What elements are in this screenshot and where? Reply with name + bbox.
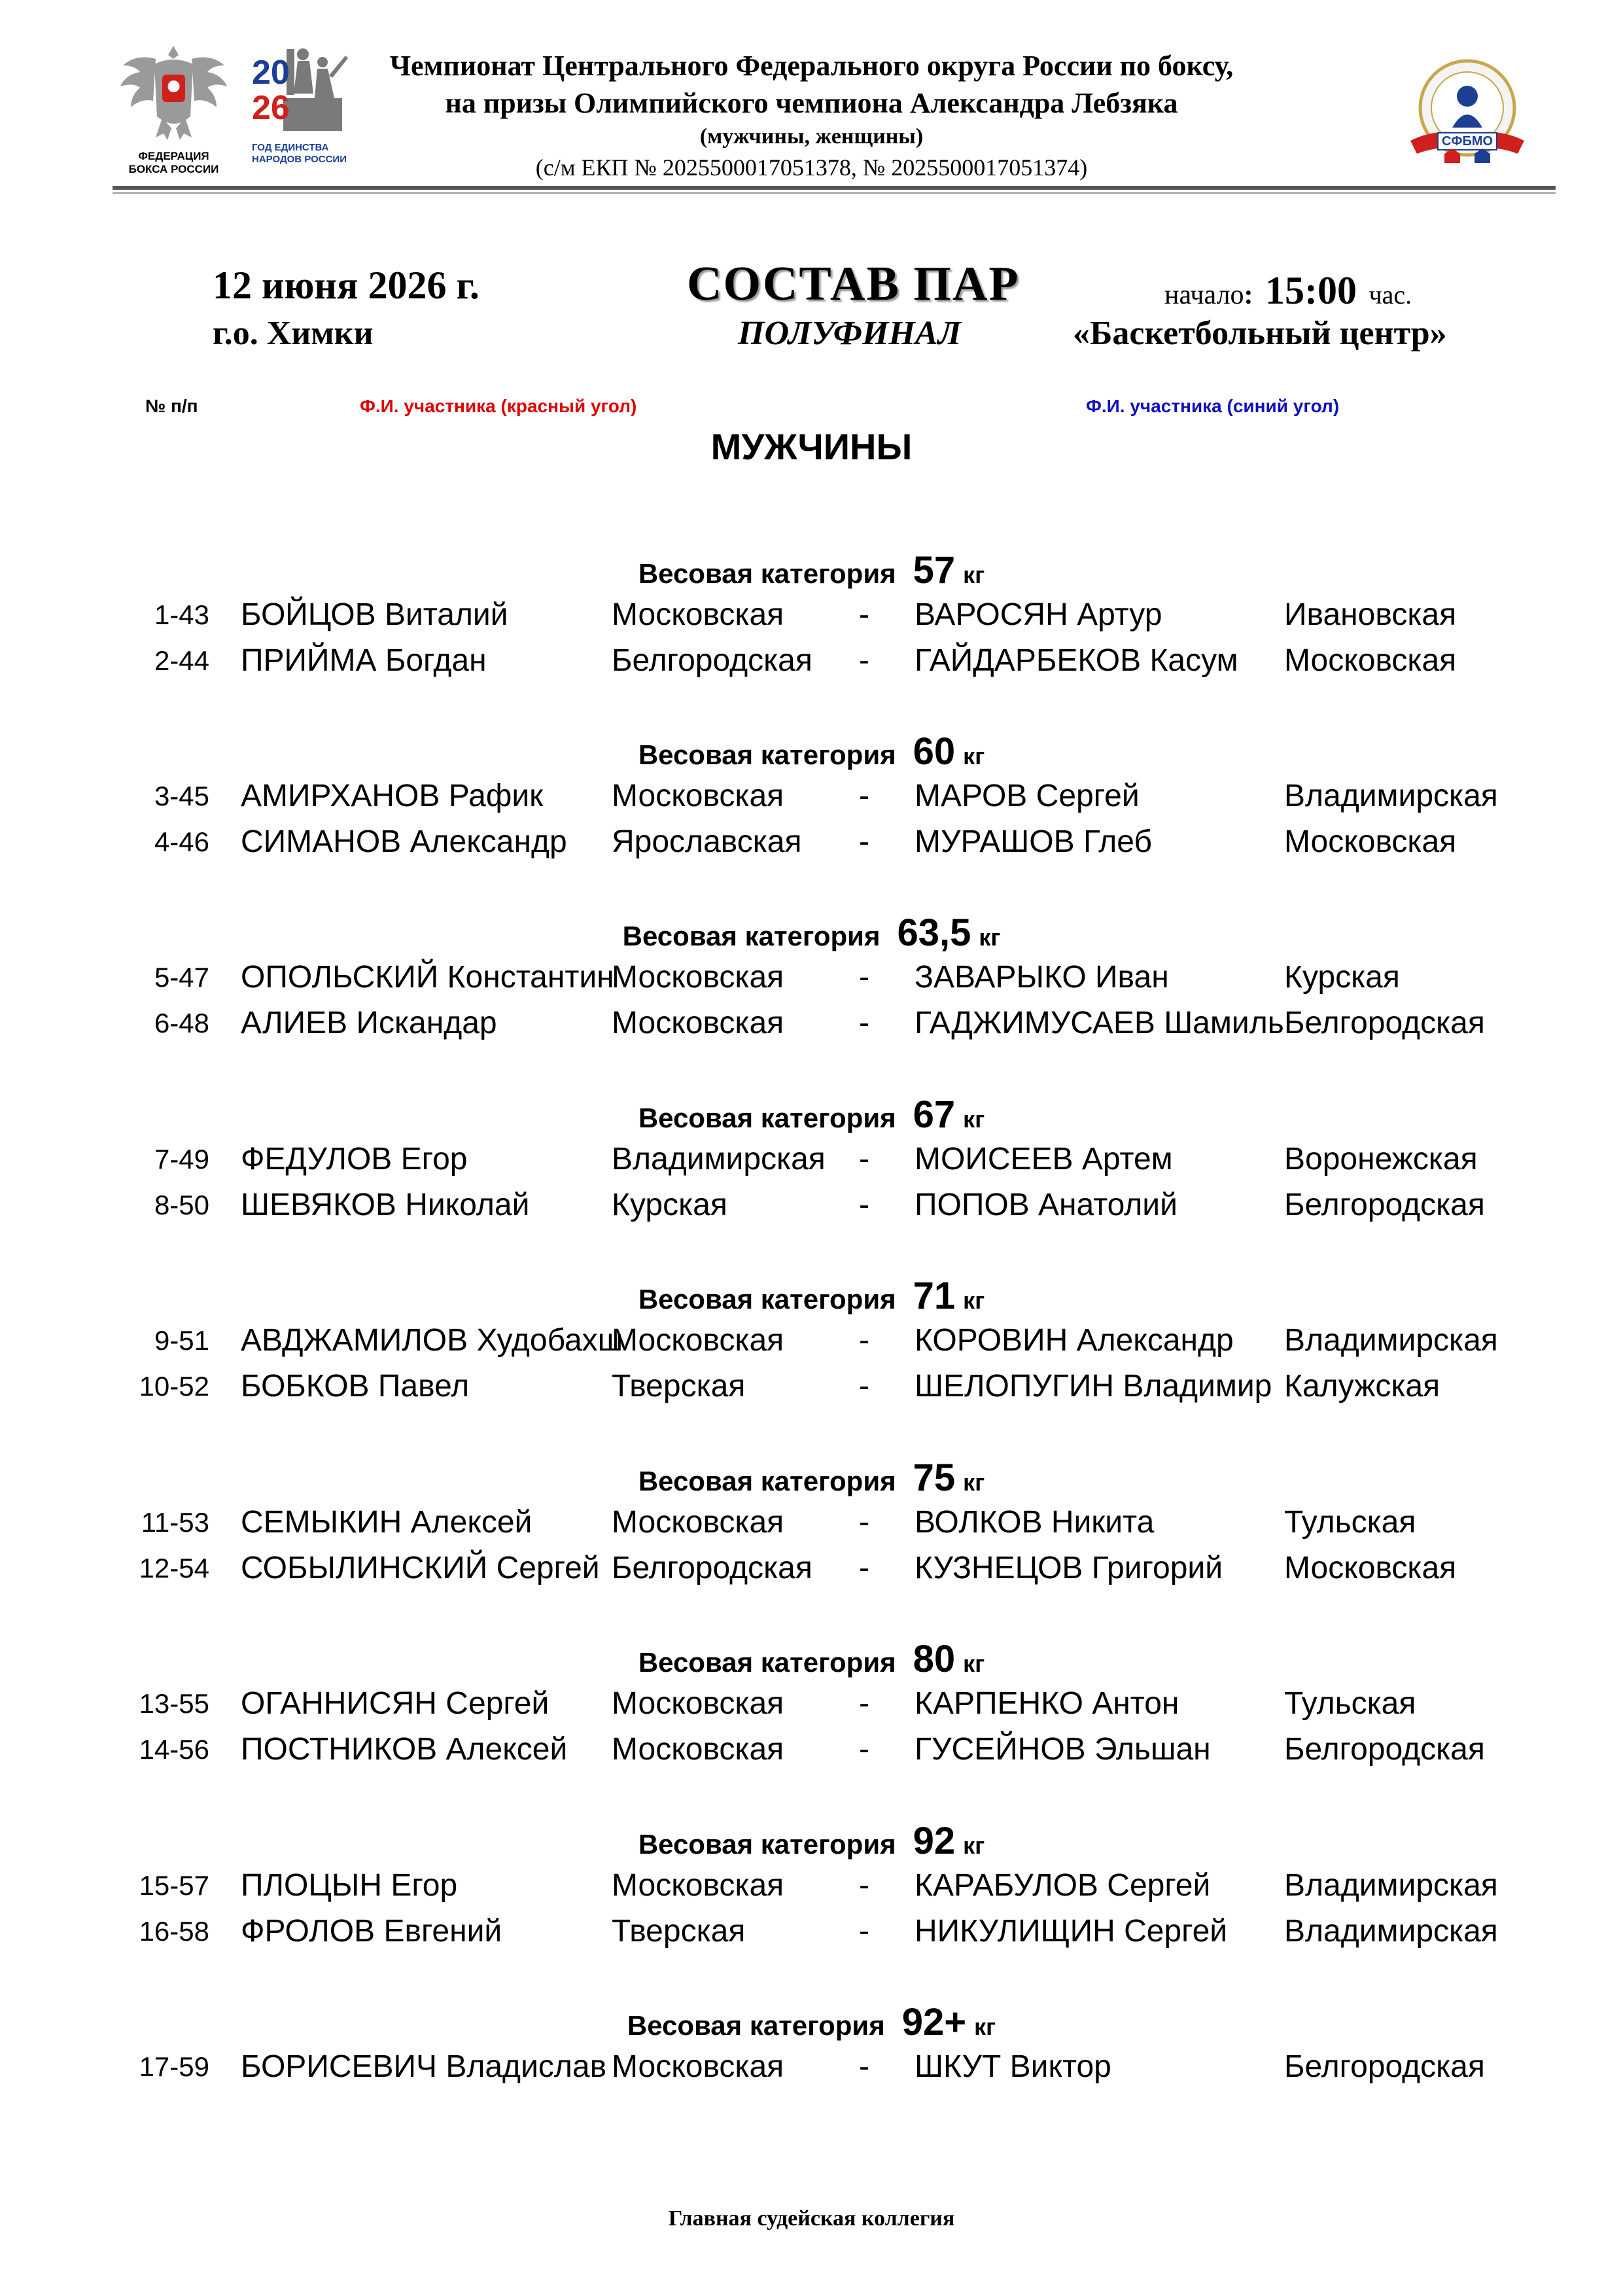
- versus-dash: -: [859, 1914, 869, 1949]
- red-corner-region: Владимирская: [612, 1142, 826, 1176]
- sfbmo-logo-text: СФБМО: [1441, 134, 1493, 149]
- bout-row: [0, 824, 1623, 863]
- year-logo-text-1: ГОД ЕДИНСТВА: [252, 142, 329, 153]
- bout-number: 13-55: [139, 1688, 209, 1719]
- versus-dash: -: [859, 643, 869, 678]
- blue-corner-boxer: КУЗНЕЦОВ Григорий: [915, 1551, 1223, 1585]
- red-corner-boxer: АМИРХАНОВ Рафик: [241, 779, 544, 813]
- blue-corner-region: Белгородская: [1284, 1188, 1485, 1222]
- red-corner-boxer: ШЕВЯКОВ Николай: [241, 1188, 530, 1222]
- blue-corner-boxer: ГАДЖИМУСАЕВ Шамиль: [915, 1006, 1284, 1040]
- blue-corner-boxer: ГАЙДАРБЕКОВ Касум: [915, 643, 1238, 678]
- red-corner-region: Московская: [612, 1323, 784, 1358]
- red-corner-region: Московская: [612, 597, 784, 632]
- stage-name: ПОЛУФИНАЛ: [738, 315, 962, 352]
- weight-category-heading: [0, 2000, 1623, 2044]
- versus-dash: -: [859, 960, 869, 995]
- blue-corner-region: Владимирская: [1284, 779, 1498, 813]
- blue-corner-region: Московская: [1284, 824, 1457, 859]
- blue-corner-boxer: ЗАВАРЫКО Иван: [915, 960, 1169, 995]
- weight-category-heading: [0, 1274, 1623, 1318]
- start-time-block: [1164, 268, 1412, 313]
- start-time: 15:00: [1265, 269, 1357, 312]
- weight-category-value: 60: [913, 730, 956, 773]
- red-corner-boxer: ОПОЛЬСКИЙ Константин: [241, 960, 614, 995]
- weight-category-value: 71: [913, 1275, 956, 1317]
- blue-corner-region: Владимирская: [1284, 1914, 1498, 1949]
- bout-number: 10-52: [139, 1371, 209, 1402]
- weight-category-label: Весовая категория: [638, 739, 896, 770]
- blue-corner-boxer: МАРОВ Сергей: [915, 779, 1140, 813]
- document-title: СОСТАВ ПАР: [687, 257, 1020, 311]
- column-red-corner-heading: Ф.И. участника (красный угол): [360, 396, 637, 416]
- weight-category-heading: [0, 1637, 1623, 1681]
- championship-title-line-1: Чемпионат Центрального Федерального округа России по боксу,: [389, 50, 1234, 82]
- red-corner-region: Московская: [612, 1868, 784, 1903]
- year-bottom-digits: 26: [252, 89, 290, 127]
- blue-corner-region: Тульская: [1284, 1686, 1416, 1721]
- weight-category-heading: [0, 1093, 1623, 1137]
- start-unit: час.: [1369, 280, 1412, 309]
- bout-row: [0, 1550, 1623, 1589]
- blue-corner-region: Белгородская: [1284, 1006, 1485, 1040]
- blue-corner-boxer: ВОЛКОВ Никита: [915, 1505, 1155, 1540]
- bout-number: 17-59: [139, 2051, 209, 2082]
- weight-unit: кг: [963, 561, 985, 588]
- blue-corner-boxer: НИКУЛИЩИН Сергей: [915, 1914, 1228, 1949]
- weight-category-value: 92: [913, 1820, 956, 1862]
- bout-row: [0, 778, 1623, 817]
- bout-row: [0, 2049, 1623, 2088]
- championship-gender-note: (мужчины, женщины): [699, 124, 924, 149]
- blue-corner-boxer: ВАРОСЯН Артур: [915, 597, 1162, 632]
- header-divider-thin: [113, 192, 1556, 194]
- red-corner-boxer: ПЛОЦЫН Егор: [241, 1868, 458, 1903]
- versus-dash: -: [859, 1142, 869, 1176]
- versus-dash: -: [859, 779, 869, 813]
- weight-unit: кг: [963, 1287, 985, 1314]
- red-corner-region: Московская: [612, 779, 784, 813]
- versus-dash: -: [859, 824, 869, 859]
- bout-number: 4-46: [154, 826, 209, 857]
- versus-dash: -: [859, 1686, 869, 1721]
- weight-category-label: Весовая категория: [638, 558, 896, 589]
- weight-category-label: Весовая категория: [627, 2010, 885, 2041]
- bout-row: [0, 1322, 1623, 1362]
- start-colon: :: [1244, 280, 1253, 310]
- weight-category-value: 75: [913, 1457, 956, 1499]
- red-corner-region: Курская: [612, 1188, 727, 1222]
- blue-corner-region: Воронежская: [1284, 1142, 1478, 1176]
- blue-corner-boxer: ПОПОВ Анатолий: [915, 1188, 1178, 1222]
- bout-row: [0, 1867, 1623, 1907]
- red-corner-region: Ярославская: [612, 824, 802, 859]
- weight-unit: кг: [963, 1106, 985, 1133]
- versus-dash: -: [859, 1505, 869, 1540]
- red-corner-boxer: АВДЖАМИЛОВ Худобахш: [241, 1323, 623, 1358]
- column-number-heading: № п/п: [145, 396, 198, 416]
- weight-category-heading: [0, 1456, 1623, 1500]
- blue-corner-boxer: КАРПЕНКО Антон: [915, 1686, 1179, 1721]
- weight-category-label: Весовая категория: [638, 1829, 896, 1860]
- red-corner-boxer: АЛИЕВ Искандар: [241, 1006, 497, 1040]
- weight-category-label: Весовая категория: [638, 1647, 896, 1678]
- bout-row: [0, 1913, 1623, 1952]
- blue-corner-boxer: МОИСЕЕВ Артем: [915, 1142, 1173, 1176]
- bout-row: [0, 959, 1623, 998]
- start-label: начало: [1164, 280, 1244, 310]
- blue-corner-boxer: ШКУТ Виктор: [915, 2049, 1111, 2084]
- red-corner-region: Белгородская: [612, 1551, 812, 1585]
- weight-unit: кг: [963, 1650, 985, 1677]
- red-corner-boxer: ПРИЙМА Богдан: [241, 643, 487, 678]
- bout-number: 9-51: [154, 1325, 209, 1356]
- blue-corner-region: Владимирская: [1284, 1868, 1498, 1903]
- weight-category-label: Весовая категория: [638, 1466, 896, 1496]
- red-corner-boxer: БОЙЦОВ Виталий: [241, 597, 508, 632]
- versus-dash: -: [859, 597, 869, 632]
- bout-number: 8-50: [154, 1190, 209, 1220]
- red-corner-region: Тверская: [612, 1369, 746, 1404]
- red-corner-region: Тверская: [612, 1914, 746, 1949]
- weight-unit: кг: [963, 743, 985, 769]
- blue-corner-boxer: КОРОВИН Александр: [915, 1323, 1234, 1358]
- red-corner-region: Московская: [612, 1732, 784, 1767]
- red-corner-boxer: ФРОЛОВ Евгений: [241, 1914, 502, 1949]
- versus-dash: -: [859, 1006, 869, 1040]
- column-blue-corner-heading: Ф.И. участника (синий угол): [1086, 396, 1340, 416]
- red-corner-boxer: ОГАННИСЯН Сергей: [241, 1686, 550, 1721]
- red-corner-boxer: ФЕДУЛОВ Егор: [241, 1142, 468, 1176]
- blue-corner-region: Московская: [1284, 1551, 1457, 1585]
- blue-corner-region: Калужская: [1284, 1369, 1440, 1404]
- section-title: МУЖЧИНЫ: [710, 426, 913, 467]
- bout-number: 5-47: [154, 962, 209, 993]
- weight-category-value: 63,5: [897, 911, 971, 954]
- bout-number: 15-57: [139, 1870, 209, 1901]
- ekp-numbers: (с/м ЕКП № 2025500017051378, № 2025500017051374): [535, 154, 1088, 181]
- weight-unit: кг: [974, 2013, 996, 2040]
- versus-dash: -: [859, 1732, 869, 1767]
- blue-corner-region: Владимирская: [1284, 1323, 1498, 1358]
- header-divider: [113, 186, 1556, 190]
- versus-dash: -: [859, 1188, 869, 1222]
- weight-category-label: Весовая категория: [638, 1284, 896, 1315]
- red-corner-region: Московская: [612, 1686, 784, 1721]
- weight-category-heading: [0, 730, 1623, 773]
- bout-row: [0, 1187, 1623, 1226]
- bout-number: 6-48: [154, 1008, 209, 1038]
- red-corner-region: Московская: [612, 1006, 784, 1040]
- bout-number: 14-56: [139, 1734, 209, 1765]
- bout-row: [0, 1005, 1623, 1044]
- bout-row: [0, 1731, 1623, 1771]
- bout-number: 11-53: [141, 1507, 209, 1538]
- bout-row: [0, 1368, 1623, 1407]
- blue-corner-boxer: ГУСЕЙНОВ Эльшан: [915, 1732, 1211, 1767]
- bout-number: 3-45: [154, 781, 209, 811]
- blue-corner-region: Белгородская: [1284, 1732, 1485, 1767]
- bout-row: [0, 1504, 1623, 1544]
- bout-number: 7-49: [154, 1144, 209, 1174]
- weight-category-label: Весовая категория: [622, 921, 881, 951]
- bout-row: [0, 1141, 1623, 1180]
- weight-category-value: 92+: [901, 2001, 967, 2043]
- versus-dash: -: [859, 1369, 869, 1404]
- blue-corner-region: Ивановская: [1284, 597, 1457, 632]
- blue-corner-region: Тульская: [1284, 1505, 1416, 1540]
- blue-corner-boxer: КАРАБУЛОВ Сергей: [915, 1868, 1211, 1903]
- versus-dash: -: [859, 2049, 869, 2084]
- chief-judges-signature: Главная судейская коллегия: [668, 2206, 955, 2231]
- red-corner-boxer: СОБЫЛИНСКИЙ Сергей: [241, 1551, 600, 1585]
- event-city: г.о. Химки: [213, 315, 374, 352]
- weight-unit: кг: [979, 924, 1001, 951]
- year-top-digits: 20: [252, 54, 290, 92]
- federation-logo-text-1: ФЕДЕРАЦИЯ: [138, 150, 209, 162]
- versus-dash: -: [859, 1868, 869, 1903]
- versus-dash: -: [859, 1323, 869, 1358]
- red-corner-boxer: СИМАНОВ Александр: [241, 824, 567, 859]
- blue-corner-region: Курская: [1284, 960, 1400, 995]
- weight-category-value: 80: [913, 1638, 956, 1680]
- weight-category-heading: [0, 911, 1623, 955]
- weight-unit: кг: [963, 1469, 985, 1496]
- versus-dash: -: [859, 1551, 869, 1585]
- bout-number: 12-54: [139, 1553, 209, 1583]
- bout-number: 16-58: [139, 1916, 209, 1947]
- federation-logo-text-2: БОКСА РОССИИ: [128, 163, 219, 175]
- bout-row: [0, 597, 1623, 636]
- blue-corner-boxer: МУРАШОВ Глеб: [915, 824, 1152, 859]
- weight-unit: кг: [963, 1832, 985, 1859]
- blue-corner-region: Белгородская: [1284, 2049, 1485, 2084]
- red-corner-boxer: ПОСТНИКОВ Алексей: [241, 1732, 568, 1767]
- weight-category-label: Весовая категория: [638, 1103, 896, 1133]
- weight-category-heading: [0, 1819, 1623, 1863]
- event-date: 12 июня 2026 г.: [213, 264, 480, 307]
- red-corner-region: Московская: [612, 1505, 784, 1540]
- bout-number: 1-43: [154, 599, 209, 630]
- blue-corner-boxer: ШЕЛОПУГИН Владимир: [915, 1369, 1272, 1404]
- year-logo-text-2: НАРОДОВ РОССИИ: [252, 154, 347, 165]
- bout-row: [0, 643, 1623, 682]
- weight-category-value: 67: [913, 1093, 956, 1136]
- blue-corner-region: Московская: [1284, 643, 1457, 678]
- weight-category-heading: [0, 548, 1623, 592]
- weight-category-value: 57: [913, 549, 956, 592]
- venue: «Баскетбольный центр»: [1073, 315, 1447, 352]
- red-corner-region: Московская: [612, 2049, 784, 2084]
- red-corner-boxer: БОБКОВ Павел: [241, 1369, 470, 1404]
- bout-row: [0, 1686, 1623, 1725]
- championship-title-line-2: на призы Олимпийского чемпиона Александра Лебзяка: [445, 87, 1178, 119]
- red-corner-boxer: СЕМЫКИН Алексей: [241, 1505, 532, 1540]
- bout-number: 2-44: [154, 645, 209, 676]
- red-corner-boxer: БОРИСЕВИЧ Владислав: [241, 2049, 607, 2084]
- red-corner-region: Белгородская: [612, 643, 812, 678]
- red-corner-region: Московская: [612, 960, 784, 995]
